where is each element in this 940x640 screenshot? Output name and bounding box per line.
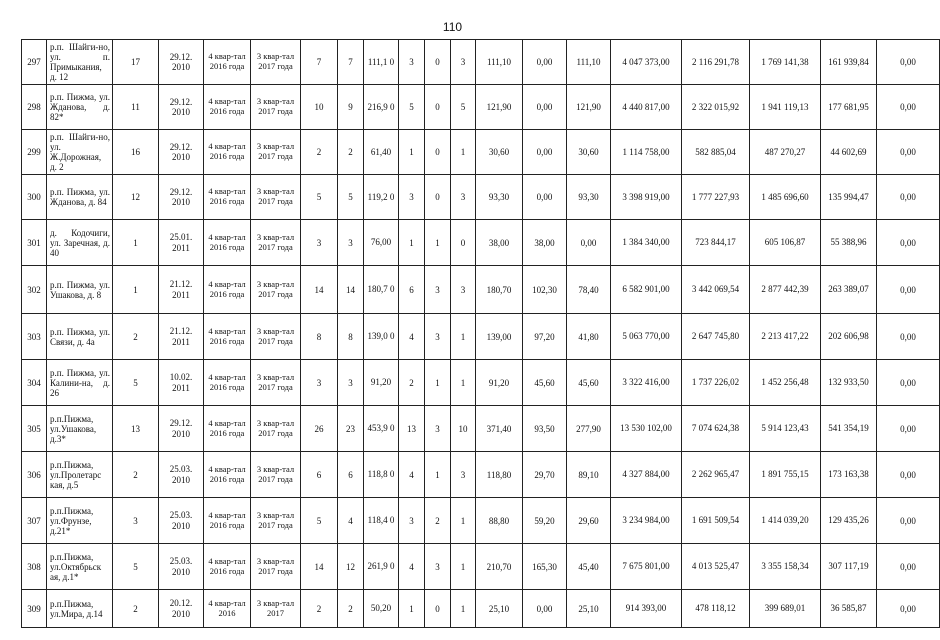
table-row bbox=[22, 406, 940, 452]
cell-municipal-share: 135 994,47 bbox=[821, 175, 877, 220]
cell-col-11: 0 bbox=[425, 85, 451, 130]
cell-fund-share: 7 074 624,38 bbox=[682, 406, 750, 452]
cell-planned-start: 4 квар-тал 2016 года bbox=[204, 220, 251, 266]
cell-col-12: 1 bbox=[451, 130, 476, 175]
cell-total-cost: 4 047 373,00 bbox=[611, 40, 682, 85]
cell-total-cost: 3 398 919,00 bbox=[611, 175, 682, 220]
cell-col-13: 118,80 bbox=[476, 452, 523, 498]
cell-row-number: 300 bbox=[22, 175, 47, 220]
cell-col-10: 1 bbox=[399, 220, 425, 266]
cell-col-12: 1 bbox=[451, 314, 476, 360]
cell-address: р.п. Пижма, ул. Калини-на, д. 26 bbox=[47, 360, 113, 406]
cell-col-12: 3 bbox=[451, 452, 476, 498]
cell-other-sources: 0,00 bbox=[877, 406, 940, 452]
cell-municipal-share: 202 606,98 bbox=[821, 314, 877, 360]
cell-col-13: 91,20 bbox=[476, 360, 523, 406]
cell-fund-share: 582 885,04 bbox=[682, 130, 750, 175]
cell-col-10: 4 bbox=[399, 452, 425, 498]
cell-col-15: 89,10 bbox=[567, 452, 611, 498]
cell-planned-end: 3 квар-тал 2017 года bbox=[251, 175, 301, 220]
cell-planned-end: 3 квар-тал 2017 года bbox=[251, 544, 301, 590]
cell-fund-share: 478 118,12 bbox=[682, 590, 750, 628]
cell-col-12: 3 bbox=[451, 40, 476, 85]
table-row bbox=[22, 590, 940, 628]
cell-planned-end: 3 квар-тал 2017 года bbox=[251, 406, 301, 452]
cell-date: 25.03. 2010 bbox=[159, 452, 204, 498]
cell-address: р.п. Шайги-но, ул. Ж.Дорожная, д. 2 bbox=[47, 130, 113, 175]
cell-col-15: 93,30 bbox=[567, 175, 611, 220]
cell-municipal-share: 55 388,96 bbox=[821, 220, 877, 266]
cell-col-10: 4 bbox=[399, 314, 425, 360]
table-row bbox=[22, 314, 940, 360]
cell-col-14: 29,70 bbox=[523, 452, 567, 498]
cell-planned-end: 3 квар-тал 2017 года bbox=[251, 130, 301, 175]
cell-regional-share: 399 689,01 bbox=[750, 590, 821, 628]
cell-col-10: 1 bbox=[399, 130, 425, 175]
cell-planned-start: 4 квар-тал 2016 bbox=[204, 590, 251, 628]
cell-area: 118,8 0 bbox=[364, 452, 399, 498]
cell-planned-end: 3 квар-тал 2017 года bbox=[251, 40, 301, 85]
cell-col-8: 12 bbox=[338, 544, 364, 590]
table-row bbox=[22, 40, 940, 85]
cell-regional-share: 1 941 119,13 bbox=[750, 85, 821, 130]
cell-area: 139,0 0 bbox=[364, 314, 399, 360]
cell-address: р.п. Пижма, ул. Жданова, д. 84 bbox=[47, 175, 113, 220]
cell-col-11: 3 bbox=[425, 406, 451, 452]
cell-date: 20.12. 2010 bbox=[159, 590, 204, 628]
cell-total-cost: 5 063 770,00 bbox=[611, 314, 682, 360]
cell-date: 29.12. 2010 bbox=[159, 40, 204, 85]
cell-col-7: 5 bbox=[301, 175, 338, 220]
cell-planned-end: 3 квар-тал 2017 года bbox=[251, 266, 301, 314]
cell-col-11: 0 bbox=[425, 175, 451, 220]
cell-planned-start: 4 квар-тал 2016 года bbox=[204, 130, 251, 175]
cell-col-3: 1 bbox=[113, 220, 159, 266]
cell-fund-share: 1 737 226,02 bbox=[682, 360, 750, 406]
cell-row-number: 306 bbox=[22, 452, 47, 498]
cell-col-11: 0 bbox=[425, 130, 451, 175]
cell-date: 29.12. 2010 bbox=[159, 130, 204, 175]
cell-col-12: 5 bbox=[451, 85, 476, 130]
cell-col-11: 1 bbox=[425, 220, 451, 266]
cell-col-15: 121,90 bbox=[567, 85, 611, 130]
cell-col-15: 29,60 bbox=[567, 498, 611, 544]
cell-regional-share: 1 769 141,38 bbox=[750, 40, 821, 85]
cell-col-3: 12 bbox=[113, 175, 159, 220]
cell-address: р.п. Пижма, ул. Жданова, д. 82* bbox=[47, 85, 113, 130]
cell-address: р.п.Пижма, ул.Ушакова, д.3* bbox=[47, 406, 113, 452]
cell-row-number: 309 bbox=[22, 590, 47, 628]
cell-area: 180,7 0 bbox=[364, 266, 399, 314]
cell-row-number: 302 bbox=[22, 266, 47, 314]
cell-date: 21.12. 2011 bbox=[159, 266, 204, 314]
cell-municipal-share: 129 435,26 bbox=[821, 498, 877, 544]
cell-planned-end: 3 квар-тал 2017 bbox=[251, 590, 301, 628]
cell-planned-end: 3 квар-тал 2017 года bbox=[251, 498, 301, 544]
cell-col-10: 3 bbox=[399, 175, 425, 220]
cell-regional-share: 605 106,87 bbox=[750, 220, 821, 266]
cell-col-15: 30,60 bbox=[567, 130, 611, 175]
cell-total-cost: 3 234 984,00 bbox=[611, 498, 682, 544]
cell-col-15: 45,40 bbox=[567, 544, 611, 590]
cell-date: 21.12. 2011 bbox=[159, 314, 204, 360]
cell-planned-end: 3 квар-тал 2017 года bbox=[251, 452, 301, 498]
cell-address: р.п.Пижма, ул.Октябрьск ая, д.1* bbox=[47, 544, 113, 590]
cell-address: р.п.Пижма, ул.Фрунзе, д.21* bbox=[47, 498, 113, 544]
cell-area: 453,9 0 bbox=[364, 406, 399, 452]
cell-address: р.п. Пижма, ул. Ушакова, д. 8 bbox=[47, 266, 113, 314]
cell-area: 119,2 0 bbox=[364, 175, 399, 220]
cell-total-cost: 914 393,00 bbox=[611, 590, 682, 628]
cell-col-7: 3 bbox=[301, 220, 338, 266]
cell-col-10: 3 bbox=[399, 498, 425, 544]
cell-col-8: 3 bbox=[338, 360, 364, 406]
cell-total-cost: 7 675 801,00 bbox=[611, 544, 682, 590]
cell-col-12: 1 bbox=[451, 590, 476, 628]
cell-col-3: 11 bbox=[113, 85, 159, 130]
cell-col-12: 1 bbox=[451, 498, 476, 544]
cell-col-13: 25,10 bbox=[476, 590, 523, 628]
cell-other-sources: 0,00 bbox=[877, 452, 940, 498]
cell-col-8: 4 bbox=[338, 498, 364, 544]
cell-fund-share: 2 647 745,80 bbox=[682, 314, 750, 360]
table-row bbox=[22, 498, 940, 544]
cell-col-7: 3 bbox=[301, 360, 338, 406]
page-number: 110 bbox=[442, 20, 463, 34]
cell-date: 25.03. 2010 bbox=[159, 544, 204, 590]
table-row bbox=[22, 360, 940, 406]
cell-regional-share: 2 213 417,22 bbox=[750, 314, 821, 360]
cell-col-13: 88,80 bbox=[476, 498, 523, 544]
cell-date: 10.02. 2011 bbox=[159, 360, 204, 406]
cell-other-sources: 0,00 bbox=[877, 85, 940, 130]
cell-col-14: 38,00 bbox=[523, 220, 567, 266]
cell-col-3: 17 bbox=[113, 40, 159, 85]
cell-regional-share: 1 485 696,60 bbox=[750, 175, 821, 220]
cell-col-11: 2 bbox=[425, 498, 451, 544]
cell-other-sources: 0,00 bbox=[877, 266, 940, 314]
cell-col-3: 5 bbox=[113, 360, 159, 406]
cell-row-number: 297 bbox=[22, 40, 47, 85]
cell-col-15: 41,80 bbox=[567, 314, 611, 360]
housing-program-table bbox=[21, 39, 940, 628]
cell-col-7: 2 bbox=[301, 590, 338, 628]
cell-fund-share: 1 691 509,54 bbox=[682, 498, 750, 544]
cell-col-13: 139,00 bbox=[476, 314, 523, 360]
cell-planned-end: 3 квар-тал 2017 года bbox=[251, 360, 301, 406]
table-row bbox=[22, 85, 940, 130]
cell-col-12: 10 bbox=[451, 406, 476, 452]
cell-regional-share: 1 452 256,48 bbox=[750, 360, 821, 406]
cell-planned-end: 3 квар-тал 2017 года bbox=[251, 85, 301, 130]
cell-date: 29.12. 2010 bbox=[159, 85, 204, 130]
cell-col-8: 3 bbox=[338, 220, 364, 266]
cell-row-number: 299 bbox=[22, 130, 47, 175]
cell-col-12: 3 bbox=[451, 175, 476, 220]
cell-col-8: 2 bbox=[338, 590, 364, 628]
cell-col-13: 210,70 bbox=[476, 544, 523, 590]
cell-other-sources: 0,00 bbox=[877, 590, 940, 628]
cell-other-sources: 0,00 bbox=[877, 498, 940, 544]
cell-col-14: 59,20 bbox=[523, 498, 567, 544]
cell-fund-share: 3 442 069,54 bbox=[682, 266, 750, 314]
cell-municipal-share: 132 933,50 bbox=[821, 360, 877, 406]
cell-col-8: 5 bbox=[338, 175, 364, 220]
cell-col-13: 180,70 bbox=[476, 266, 523, 314]
cell-col-15: 111,10 bbox=[567, 40, 611, 85]
cell-municipal-share: 44 602,69 bbox=[821, 130, 877, 175]
cell-other-sources: 0,00 bbox=[877, 360, 940, 406]
cell-col-8: 7 bbox=[338, 40, 364, 85]
cell-col-15: 277,90 bbox=[567, 406, 611, 452]
cell-planned-start: 4 квар-тал 2016 года bbox=[204, 406, 251, 452]
cell-fund-share: 1 777 227,93 bbox=[682, 175, 750, 220]
cell-total-cost: 1 114 758,00 bbox=[611, 130, 682, 175]
cell-planned-start: 4 квар-тал 2016 года bbox=[204, 360, 251, 406]
cell-col-3: 16 bbox=[113, 130, 159, 175]
cell-regional-share: 487 270,27 bbox=[750, 130, 821, 175]
cell-row-number: 301 bbox=[22, 220, 47, 266]
cell-col-8: 23 bbox=[338, 406, 364, 452]
cell-col-15: 45,60 bbox=[567, 360, 611, 406]
cell-date: 25.03. 2010 bbox=[159, 498, 204, 544]
cell-area: 50,20 bbox=[364, 590, 399, 628]
cell-col-12: 1 bbox=[451, 360, 476, 406]
table-row bbox=[22, 266, 940, 314]
cell-col-11: 0 bbox=[425, 40, 451, 85]
cell-col-15: 25,10 bbox=[567, 590, 611, 628]
cell-regional-share: 1 414 039,20 bbox=[750, 498, 821, 544]
cell-planned-start: 4 квар-тал 2016 года bbox=[204, 452, 251, 498]
cell-regional-share: 5 914 123,43 bbox=[750, 406, 821, 452]
cell-planned-start: 4 квар-тал 2016 года bbox=[204, 266, 251, 314]
cell-col-10: 5 bbox=[399, 85, 425, 130]
cell-area: 111,1 0 bbox=[364, 40, 399, 85]
cell-other-sources: 0,00 bbox=[877, 175, 940, 220]
cell-planned-start: 4 квар-тал 2016 года bbox=[204, 314, 251, 360]
cell-col-10: 6 bbox=[399, 266, 425, 314]
cell-fund-share: 723 844,17 bbox=[682, 220, 750, 266]
cell-col-14: 0,00 bbox=[523, 590, 567, 628]
cell-address: р.п.Пижма, ул.Пролетарс кая, д.5 bbox=[47, 452, 113, 498]
cell-area: 216,9 0 bbox=[364, 85, 399, 130]
cell-col-11: 0 bbox=[425, 590, 451, 628]
cell-fund-share: 2 262 965,47 bbox=[682, 452, 750, 498]
cell-col-3: 3 bbox=[113, 498, 159, 544]
cell-municipal-share: 307 117,19 bbox=[821, 544, 877, 590]
cell-col-15: 78,40 bbox=[567, 266, 611, 314]
cell-col-8: 9 bbox=[338, 85, 364, 130]
cell-col-14: 165,30 bbox=[523, 544, 567, 590]
cell-regional-share: 2 877 442,39 bbox=[750, 266, 821, 314]
cell-col-12: 3 bbox=[451, 266, 476, 314]
cell-col-7: 26 bbox=[301, 406, 338, 452]
cell-total-cost: 6 582 901,00 bbox=[611, 266, 682, 314]
cell-total-cost: 13 530 102,00 bbox=[611, 406, 682, 452]
cell-planned-start: 4 квар-тал 2016 года bbox=[204, 544, 251, 590]
cell-address: д. Кодочиги, ул. Заречная, д. 40 bbox=[47, 220, 113, 266]
cell-other-sources: 0,00 bbox=[877, 40, 940, 85]
table-row bbox=[22, 175, 940, 220]
cell-col-3: 5 bbox=[113, 544, 159, 590]
cell-col-14: 0,00 bbox=[523, 175, 567, 220]
cell-total-cost: 4 327 884,00 bbox=[611, 452, 682, 498]
cell-col-11: 3 bbox=[425, 544, 451, 590]
cell-col-11: 3 bbox=[425, 314, 451, 360]
cell-municipal-share: 36 585,87 bbox=[821, 590, 877, 628]
cell-row-number: 298 bbox=[22, 85, 47, 130]
cell-col-3: 2 bbox=[113, 590, 159, 628]
cell-col-14: 0,00 bbox=[523, 130, 567, 175]
cell-col-13: 93,30 bbox=[476, 175, 523, 220]
cell-col-13: 371,40 bbox=[476, 406, 523, 452]
cell-col-10: 13 bbox=[399, 406, 425, 452]
cell-area: 76,00 bbox=[364, 220, 399, 266]
cell-planned-start: 4 квар-тал 2016 года bbox=[204, 85, 251, 130]
cell-col-14: 102,30 bbox=[523, 266, 567, 314]
cell-col-10: 3 bbox=[399, 40, 425, 85]
cell-fund-share: 2 116 291,78 bbox=[682, 40, 750, 85]
cell-col-3: 1 bbox=[113, 266, 159, 314]
cell-total-cost: 1 384 340,00 bbox=[611, 220, 682, 266]
cell-total-cost: 4 440 817,00 bbox=[611, 85, 682, 130]
cell-col-10: 2 bbox=[399, 360, 425, 406]
cell-row-number: 307 bbox=[22, 498, 47, 544]
cell-other-sources: 0,00 bbox=[877, 544, 940, 590]
cell-col-7: 14 bbox=[301, 266, 338, 314]
cell-planned-start: 4 квар-тал 2016 года bbox=[204, 40, 251, 85]
cell-col-14: 97,20 bbox=[523, 314, 567, 360]
cell-col-14: 93,50 bbox=[523, 406, 567, 452]
cell-col-11: 3 bbox=[425, 266, 451, 314]
cell-col-7: 2 bbox=[301, 130, 338, 175]
table-row bbox=[22, 130, 940, 175]
cell-col-14: 0,00 bbox=[523, 85, 567, 130]
cell-date: 29.12. 2010 bbox=[159, 175, 204, 220]
cell-col-15: 0,00 bbox=[567, 220, 611, 266]
cell-col-7: 7 bbox=[301, 40, 338, 85]
cell-area: 91,20 bbox=[364, 360, 399, 406]
cell-col-7: 8 bbox=[301, 314, 338, 360]
cell-col-3: 2 bbox=[113, 452, 159, 498]
cell-date: 25.01. 2011 bbox=[159, 220, 204, 266]
table-row bbox=[22, 544, 940, 590]
cell-col-8: 14 bbox=[338, 266, 364, 314]
cell-col-10: 1 bbox=[399, 590, 425, 628]
table-row bbox=[22, 452, 940, 498]
cell-other-sources: 0,00 bbox=[877, 130, 940, 175]
cell-area: 61,40 bbox=[364, 130, 399, 175]
cell-planned-start: 4 квар-тал 2016 года bbox=[204, 175, 251, 220]
cell-other-sources: 0,00 bbox=[877, 314, 940, 360]
cell-municipal-share: 161 939,84 bbox=[821, 40, 877, 85]
cell-col-14: 45,60 bbox=[523, 360, 567, 406]
cell-col-12: 1 bbox=[451, 544, 476, 590]
cell-col-8: 2 bbox=[338, 130, 364, 175]
cell-col-3: 2 bbox=[113, 314, 159, 360]
cell-other-sources: 0,00 bbox=[877, 220, 940, 266]
cell-col-7: 5 bbox=[301, 498, 338, 544]
cell-area: 118,4 0 bbox=[364, 498, 399, 544]
cell-municipal-share: 173 163,38 bbox=[821, 452, 877, 498]
cell-fund-share: 4 013 525,47 bbox=[682, 544, 750, 590]
cell-fund-share: 2 322 015,92 bbox=[682, 85, 750, 130]
cell-col-11: 1 bbox=[425, 360, 451, 406]
cell-col-12: 0 bbox=[451, 220, 476, 266]
cell-regional-share: 3 355 158,34 bbox=[750, 544, 821, 590]
cell-col-8: 8 bbox=[338, 314, 364, 360]
cell-planned-end: 3 квар-тал 2017 года bbox=[251, 314, 301, 360]
cell-municipal-share: 263 389,07 bbox=[821, 266, 877, 314]
cell-col-13: 38,00 bbox=[476, 220, 523, 266]
cell-planned-end: 3 квар-тал 2017 года bbox=[251, 220, 301, 266]
cell-col-13: 121,90 bbox=[476, 85, 523, 130]
cell-col-7: 10 bbox=[301, 85, 338, 130]
cell-municipal-share: 541 354,19 bbox=[821, 406, 877, 452]
cell-row-number: 303 bbox=[22, 314, 47, 360]
cell-regional-share: 1 891 755,15 bbox=[750, 452, 821, 498]
cell-planned-start: 4 квар-тал 2016 года bbox=[204, 498, 251, 544]
cell-col-11: 1 bbox=[425, 452, 451, 498]
cell-col-7: 14 bbox=[301, 544, 338, 590]
cell-col-14: 0,00 bbox=[523, 40, 567, 85]
cell-address: р.п.Пижма, ул.Мира, д.14 bbox=[47, 590, 113, 628]
table-row bbox=[22, 220, 940, 266]
cell-address: р.п. Пижма, ул. Связи, д. 4а bbox=[47, 314, 113, 360]
cell-col-3: 13 bbox=[113, 406, 159, 452]
cell-date: 29.12. 2010 bbox=[159, 406, 204, 452]
cell-address: р.п. Шайги-но, ул. п. Примыкания, д. 12 bbox=[47, 40, 113, 85]
cell-row-number: 304 bbox=[22, 360, 47, 406]
cell-col-13: 111,10 bbox=[476, 40, 523, 85]
cell-row-number: 308 bbox=[22, 544, 47, 590]
cell-municipal-share: 177 681,95 bbox=[821, 85, 877, 130]
cell-row-number: 305 bbox=[22, 406, 47, 452]
cell-col-13: 30,60 bbox=[476, 130, 523, 175]
cell-col-8: 6 bbox=[338, 452, 364, 498]
cell-col-7: 6 bbox=[301, 452, 338, 498]
cell-total-cost: 3 322 416,00 bbox=[611, 360, 682, 406]
cell-area: 261,9 0 bbox=[364, 544, 399, 590]
cell-col-10: 4 bbox=[399, 544, 425, 590]
